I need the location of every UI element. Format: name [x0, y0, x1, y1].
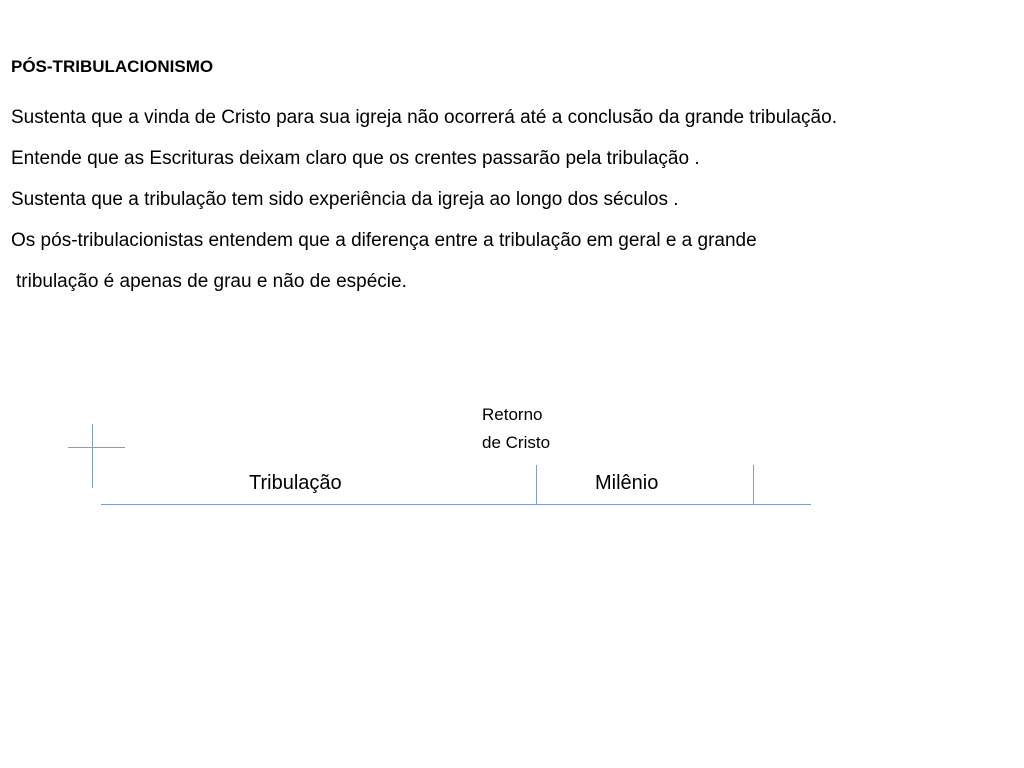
timeline-baseline [101, 504, 811, 505]
slide-title: PÓS-TRIBULACIONISMO [11, 57, 214, 76]
paragraph-1: Sustenta que a vinda de Cristo para sua igreja não ocorrerá até a conclusão da grande tribulação. [11, 107, 837, 128]
millennium-end-tick [753, 465, 754, 505]
return-label-line-2: de Cristo [482, 433, 551, 452]
paragraph-4: Os pós-tribulacionistas entendem que a diferença entre a tribulação em geral e a grande [11, 230, 757, 251]
paragraph-3: Sustenta que a tribulação tem sido experiência da igreja ao longo dos séculos . [11, 189, 679, 210]
tribulation-segment-label: Tribulação [249, 472, 342, 494]
return-label-line-1: Retorno [482, 405, 543, 424]
paragraph-2: Entende que as Escrituras deixam claro que os crentes passarão pela tribulação . [11, 148, 700, 169]
return-marker-tick [536, 465, 537, 505]
start-cross-vertical [92, 424, 93, 488]
millennium-segment-label: Milênio [595, 472, 659, 494]
return-of-christ-label [482, 401, 550, 457]
paragraph-5: tribulação é apenas de grau e não de espécie. [16, 271, 407, 292]
start-cross-horizontal [68, 447, 125, 448]
